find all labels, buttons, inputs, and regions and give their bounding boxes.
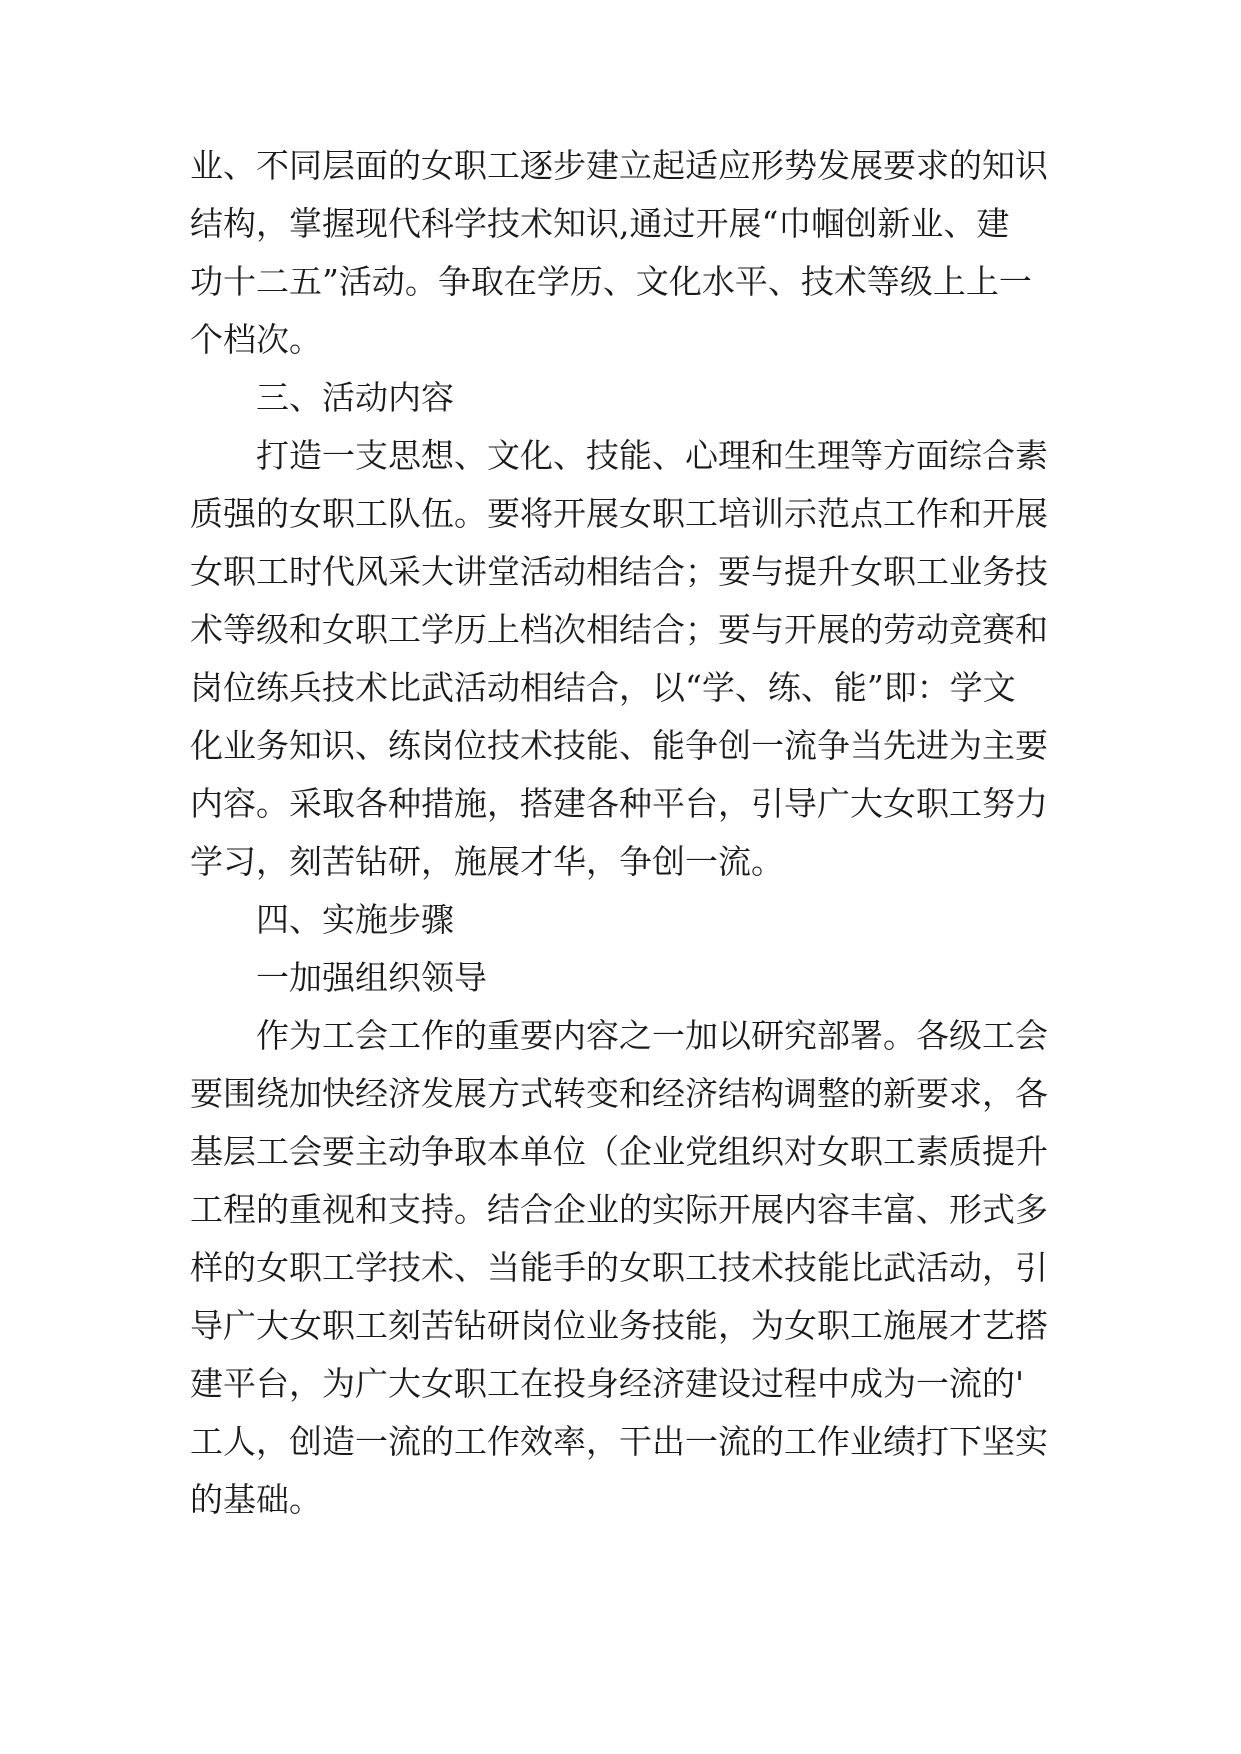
text-line: 业、不同层面的女职工逐步建立起适应形势发展要求的知识 — [190, 146, 1048, 185]
text-line: 基层工会要主动争取本单位（企业党组织对女职工素质提升 — [190, 1132, 1048, 1171]
text-line: 结构，掌握现代科学技术知识,通过开展“巾帼创新业、建 — [190, 204, 1010, 243]
text-line: 质强的女职工队伍。要将开展女职工培训示范点工作和开展 — [190, 494, 1048, 533]
text-line: 样的女职工学技术、当能手的女职工技术技能比武活动，引 — [190, 1248, 1048, 1287]
text-line: 个档次。 — [190, 320, 322, 359]
subsection-heading: 一加强组织领导 — [256, 958, 487, 997]
section-heading: 三、活动内容 — [256, 378, 454, 417]
text-line: 术等级和女职工学历上档次相结合；要与开展的劳动竞赛和 — [190, 610, 1048, 649]
text-line: 的基础。 — [190, 1480, 322, 1519]
section-heading: 四、实施步骤 — [256, 900, 454, 939]
text-line: 功十二五”活动。争取在学历、文化水平、技术等级上上一 — [190, 262, 1032, 301]
text-line: 女职工时代风采大讲堂活动相结合；要与提升女职工业务技 — [190, 552, 1048, 591]
text-line: 工人，创造一流的工作效率，干出一流的工作业绩打下坚实 — [190, 1422, 1048, 1461]
text-line: 内容。采取各种措施，搭建各种平台，引导广大女职工努力 — [190, 784, 1048, 823]
paragraph-first-line: 作为工会工作的重要内容之一加以研究部署。各级工会 — [256, 1016, 1048, 1055]
text-line: 学习，刻苦钻研，施展才华，争创一流。 — [190, 842, 784, 881]
text-line: 工程的重视和支持。结合企业的实际开展内容丰富、形式多 — [190, 1190, 1048, 1229]
paragraph-first-line: 打造一支思想、文化、技能、心理和生理等方面综合素 — [256, 436, 1048, 475]
text-line: 要围绕加快经济发展方式转变和经济结构调整的新要求，各 — [190, 1074, 1048, 1113]
text-line: 导广大女职工刻苦钻研岗位业务技能，为女职工施展才艺搭 — [190, 1306, 1048, 1345]
text-line: 建平台，为广大女职工在投身经济建设过程中成为一流的' — [190, 1364, 1025, 1403]
text-line: 化业务知识、练岗位技术技能、能争创一流争当先进为主要 — [190, 726, 1048, 765]
text-line: 岗位练兵技术比武活动相结合，以“学、练、能”即：学文 — [190, 668, 1016, 707]
